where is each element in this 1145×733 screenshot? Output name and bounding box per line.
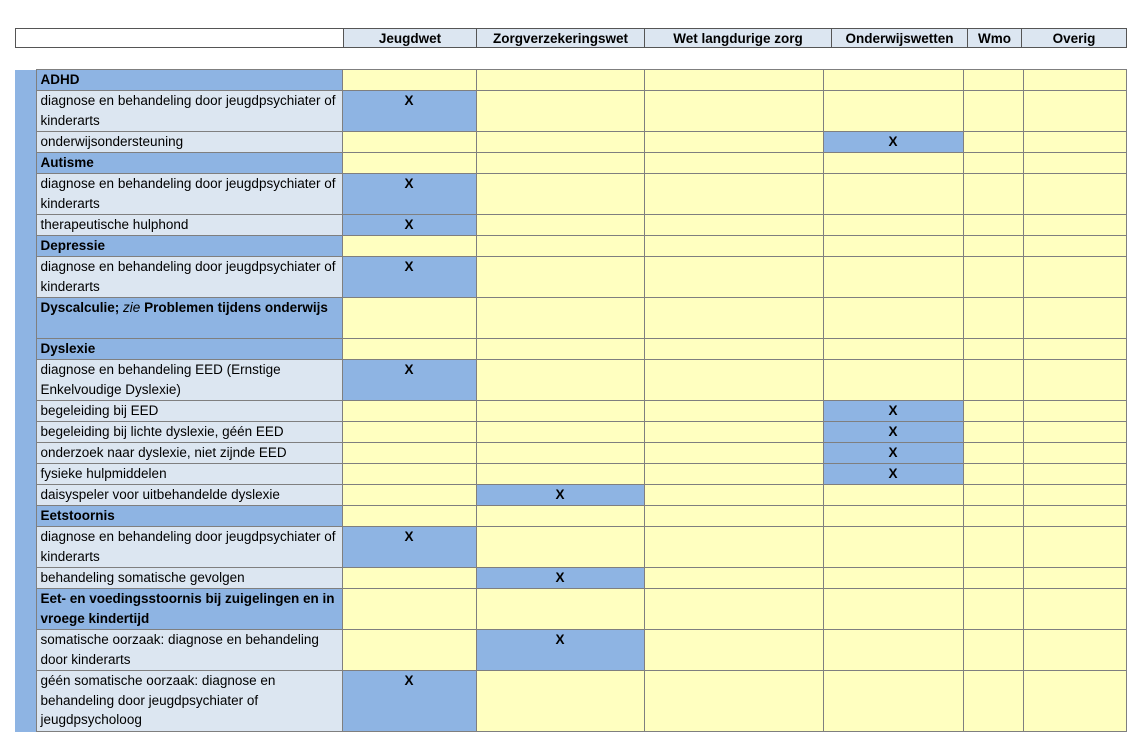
subitem-row (15, 215, 1126, 236)
row-indent-strip (15, 422, 36, 443)
row-indent-strip (15, 70, 36, 91)
empty-cell (476, 91, 644, 132)
empty-cell (644, 153, 823, 174)
category-label: Depressie (36, 236, 342, 257)
empty-cell (1023, 464, 1126, 485)
row-indent-strip (15, 506, 36, 527)
empty-cell (963, 589, 1023, 630)
marked-cell: X (476, 485, 644, 506)
empty-cell (823, 589, 963, 630)
empty-cell (644, 401, 823, 422)
empty-cell (1023, 174, 1126, 215)
marked-cell: X (342, 671, 476, 732)
row-indent-strip (15, 527, 36, 568)
category-label: ADHD (36, 70, 342, 91)
empty-cell (342, 485, 476, 506)
row-indent-strip (15, 298, 36, 339)
row-indent-strip (15, 568, 36, 589)
empty-cell (476, 464, 644, 485)
subitem-row (15, 422, 1126, 443)
category-row (15, 339, 1126, 360)
row-indent-strip (15, 132, 36, 153)
row-indent-strip (15, 257, 36, 298)
empty-cell (963, 215, 1023, 236)
empty-cell (963, 422, 1023, 443)
marked-cell: X (342, 527, 476, 568)
column-header-wlz: Wet langdurige zorg (645, 29, 832, 48)
empty-cell (1023, 589, 1126, 630)
empty-cell (1023, 443, 1126, 464)
empty-cell (963, 339, 1023, 360)
category-label-part: Dyscalculie; (40, 300, 124, 315)
empty-cell (644, 422, 823, 443)
empty-cell (644, 236, 823, 257)
empty-cell (476, 132, 644, 153)
marked-cell: X (823, 443, 963, 464)
subitem-row (15, 443, 1126, 464)
subitem-label: géén somatische oorzaak: diagnose en behandeling door jeugdpsychiater of jeugdpsycholoog (36, 671, 342, 732)
empty-cell (1023, 422, 1126, 443)
empty-cell (342, 339, 476, 360)
marked-cell: X (823, 132, 963, 153)
column-header-jeugdwet: Jeugdwet (344, 29, 477, 48)
empty-cell (644, 568, 823, 589)
column-header-wmo: Wmo (968, 29, 1022, 48)
empty-cell (476, 422, 644, 443)
row-indent-strip (15, 630, 36, 671)
row-indent-strip (15, 339, 36, 360)
subitem-label: onderwijsondersteuning (36, 132, 342, 153)
category-row (15, 589, 1126, 630)
empty-cell (963, 568, 1023, 589)
subitem-row (15, 257, 1126, 298)
subitem-row (15, 132, 1126, 153)
empty-cell (963, 464, 1023, 485)
empty-cell (476, 236, 644, 257)
header-blank-cell (16, 29, 344, 48)
subitem-label: diagnose en behandeling door jeugdpsychiater of kinderarts (36, 174, 342, 215)
empty-cell (644, 70, 823, 91)
empty-cell (963, 506, 1023, 527)
category-row (15, 298, 1126, 339)
marked-cell: X (342, 257, 476, 298)
row-indent-strip (15, 174, 36, 215)
empty-cell (823, 485, 963, 506)
category-label: Autisme (36, 153, 342, 174)
subitem-label: fysieke hulpmiddelen (36, 464, 342, 485)
empty-cell (644, 91, 823, 132)
empty-cell (823, 215, 963, 236)
category-row (15, 153, 1126, 174)
empty-cell (476, 671, 644, 732)
empty-cell (823, 257, 963, 298)
empty-cell (476, 70, 644, 91)
empty-cell (1023, 360, 1126, 401)
empty-cell (476, 506, 644, 527)
category-label: Eetstoornis (36, 506, 342, 527)
empty-cell (476, 401, 644, 422)
empty-cell (342, 568, 476, 589)
empty-cell (644, 132, 823, 153)
category-label (36, 298, 342, 339)
row-indent-strip (15, 215, 36, 236)
empty-cell (644, 589, 823, 630)
marked-cell: X (342, 174, 476, 215)
subitem-label: diagnose en behandeling EED (Ernstige Enkelvoudige Dyslexie) (36, 360, 342, 401)
column-header-overig: Overig (1022, 29, 1127, 48)
empty-cell (342, 630, 476, 671)
subitem-label: diagnose en behandeling door jeugdpsychiater of kinderarts (36, 257, 342, 298)
law-matrix-table (15, 69, 1127, 732)
category-label: Eet- en voedingsstoornis bij zuigelingen en in vroege kindertijd (36, 589, 342, 630)
subitem-label: begeleiding bij EED (36, 401, 342, 422)
empty-cell (476, 589, 644, 630)
empty-cell (1023, 153, 1126, 174)
empty-cell (963, 630, 1023, 671)
empty-cell (963, 527, 1023, 568)
empty-cell (1023, 215, 1126, 236)
marked-cell: X (342, 91, 476, 132)
subitem-row (15, 630, 1126, 671)
row-indent-strip (15, 443, 36, 464)
empty-cell (476, 174, 644, 215)
empty-cell (823, 568, 963, 589)
subitem-row (15, 174, 1126, 215)
marked-cell: X (823, 464, 963, 485)
empty-cell (823, 153, 963, 174)
empty-cell (963, 153, 1023, 174)
empty-cell (476, 153, 644, 174)
empty-cell (1023, 568, 1126, 589)
empty-cell (1023, 236, 1126, 257)
empty-cell (644, 630, 823, 671)
subitem-row (15, 401, 1126, 422)
empty-cell (644, 443, 823, 464)
empty-cell (476, 215, 644, 236)
empty-cell (963, 298, 1023, 339)
category-row (15, 506, 1126, 527)
empty-cell (644, 174, 823, 215)
empty-cell (963, 257, 1023, 298)
row-indent-strip (15, 91, 36, 132)
empty-cell (823, 339, 963, 360)
empty-cell (1023, 298, 1126, 339)
empty-cell (1023, 506, 1126, 527)
empty-cell (963, 70, 1023, 91)
category-label-part: Problemen tijdens onderwijs (140, 300, 328, 315)
category-label: Dyslexie (36, 339, 342, 360)
marked-cell: X (823, 401, 963, 422)
empty-cell (1023, 630, 1126, 671)
category-label-italic: zie (123, 300, 141, 315)
marked-cell: X (342, 360, 476, 401)
empty-cell (963, 91, 1023, 132)
empty-cell (1023, 339, 1126, 360)
row-indent-strip (15, 485, 36, 506)
row-indent-strip (15, 589, 36, 630)
empty-cell (823, 630, 963, 671)
empty-cell (823, 236, 963, 257)
subitem-label: behandeling somatische gevolgen (36, 568, 342, 589)
empty-cell (644, 298, 823, 339)
empty-cell (644, 339, 823, 360)
empty-cell (476, 360, 644, 401)
subitem-label: onderzoek naar dyslexie, niet zijnde EED (36, 443, 342, 464)
marked-cell: X (476, 568, 644, 589)
empty-cell (823, 671, 963, 732)
row-indent-strip (15, 401, 36, 422)
empty-cell (1023, 132, 1126, 153)
subitem-row (15, 464, 1126, 485)
subitem-label: daisyspeler voor uitbehandelde dyslexie (36, 485, 342, 506)
empty-cell (823, 527, 963, 568)
column-header-table (15, 28, 1127, 48)
empty-cell (644, 485, 823, 506)
empty-cell (476, 527, 644, 568)
empty-cell (1023, 401, 1126, 422)
empty-cell (963, 485, 1023, 506)
empty-cell (1023, 91, 1126, 132)
empty-cell (823, 174, 963, 215)
empty-cell (963, 671, 1023, 732)
empty-cell (342, 443, 476, 464)
empty-cell (342, 153, 476, 174)
empty-cell (342, 589, 476, 630)
empty-cell (342, 236, 476, 257)
empty-cell (342, 298, 476, 339)
column-header-onderwijswetten: Onderwijswetten (832, 29, 968, 48)
empty-cell (342, 401, 476, 422)
empty-cell (476, 257, 644, 298)
marked-cell: X (342, 215, 476, 236)
empty-cell (963, 236, 1023, 257)
subitem-label: somatische oorzaak: diagnose en behandeling door kinderarts (36, 630, 342, 671)
marked-cell: X (476, 630, 644, 671)
empty-cell (644, 671, 823, 732)
empty-cell (1023, 257, 1126, 298)
empty-cell (823, 70, 963, 91)
empty-cell (1023, 527, 1126, 568)
empty-cell (644, 506, 823, 527)
empty-cell (342, 464, 476, 485)
empty-cell (1023, 70, 1126, 91)
empty-cell (342, 132, 476, 153)
empty-cell (476, 339, 644, 360)
category-row (15, 70, 1126, 91)
row-indent-strip (15, 236, 36, 257)
empty-cell (342, 70, 476, 91)
subitem-row (15, 527, 1126, 568)
empty-cell (963, 132, 1023, 153)
row-indent-strip (15, 360, 36, 401)
marked-cell: X (823, 422, 963, 443)
subitem-row (15, 568, 1126, 589)
empty-cell (963, 174, 1023, 215)
empty-cell (644, 257, 823, 298)
subitem-row (15, 671, 1126, 732)
empty-cell (644, 527, 823, 568)
subitem-row (15, 360, 1126, 401)
empty-cell (1023, 671, 1126, 732)
empty-cell (644, 215, 823, 236)
subitem-label: diagnose en behandeling door jeugdpsychiater of kinderarts (36, 91, 342, 132)
row-indent-strip (15, 464, 36, 485)
empty-cell (963, 401, 1023, 422)
empty-cell (823, 506, 963, 527)
empty-cell (963, 360, 1023, 401)
row-indent-strip (15, 153, 36, 174)
empty-cell (342, 506, 476, 527)
subitem-row (15, 485, 1126, 506)
empty-cell (823, 91, 963, 132)
subitem-label: therapeutische hulphond (36, 215, 342, 236)
row-indent-strip (15, 671, 36, 732)
subitem-row (15, 91, 1126, 132)
empty-cell (823, 360, 963, 401)
empty-cell (823, 298, 963, 339)
empty-cell (1023, 485, 1126, 506)
empty-cell (644, 464, 823, 485)
category-row (15, 236, 1126, 257)
empty-cell (963, 443, 1023, 464)
empty-cell (644, 360, 823, 401)
column-header-zvw: Zorgverzekeringswet (477, 29, 645, 48)
empty-cell (476, 443, 644, 464)
empty-cell (342, 422, 476, 443)
subitem-label: diagnose en behandeling door jeugdpsychiater of kinderarts (36, 527, 342, 568)
empty-cell (476, 298, 644, 339)
subitem-label: begeleiding bij lichte dyslexie, géén EED (36, 422, 342, 443)
